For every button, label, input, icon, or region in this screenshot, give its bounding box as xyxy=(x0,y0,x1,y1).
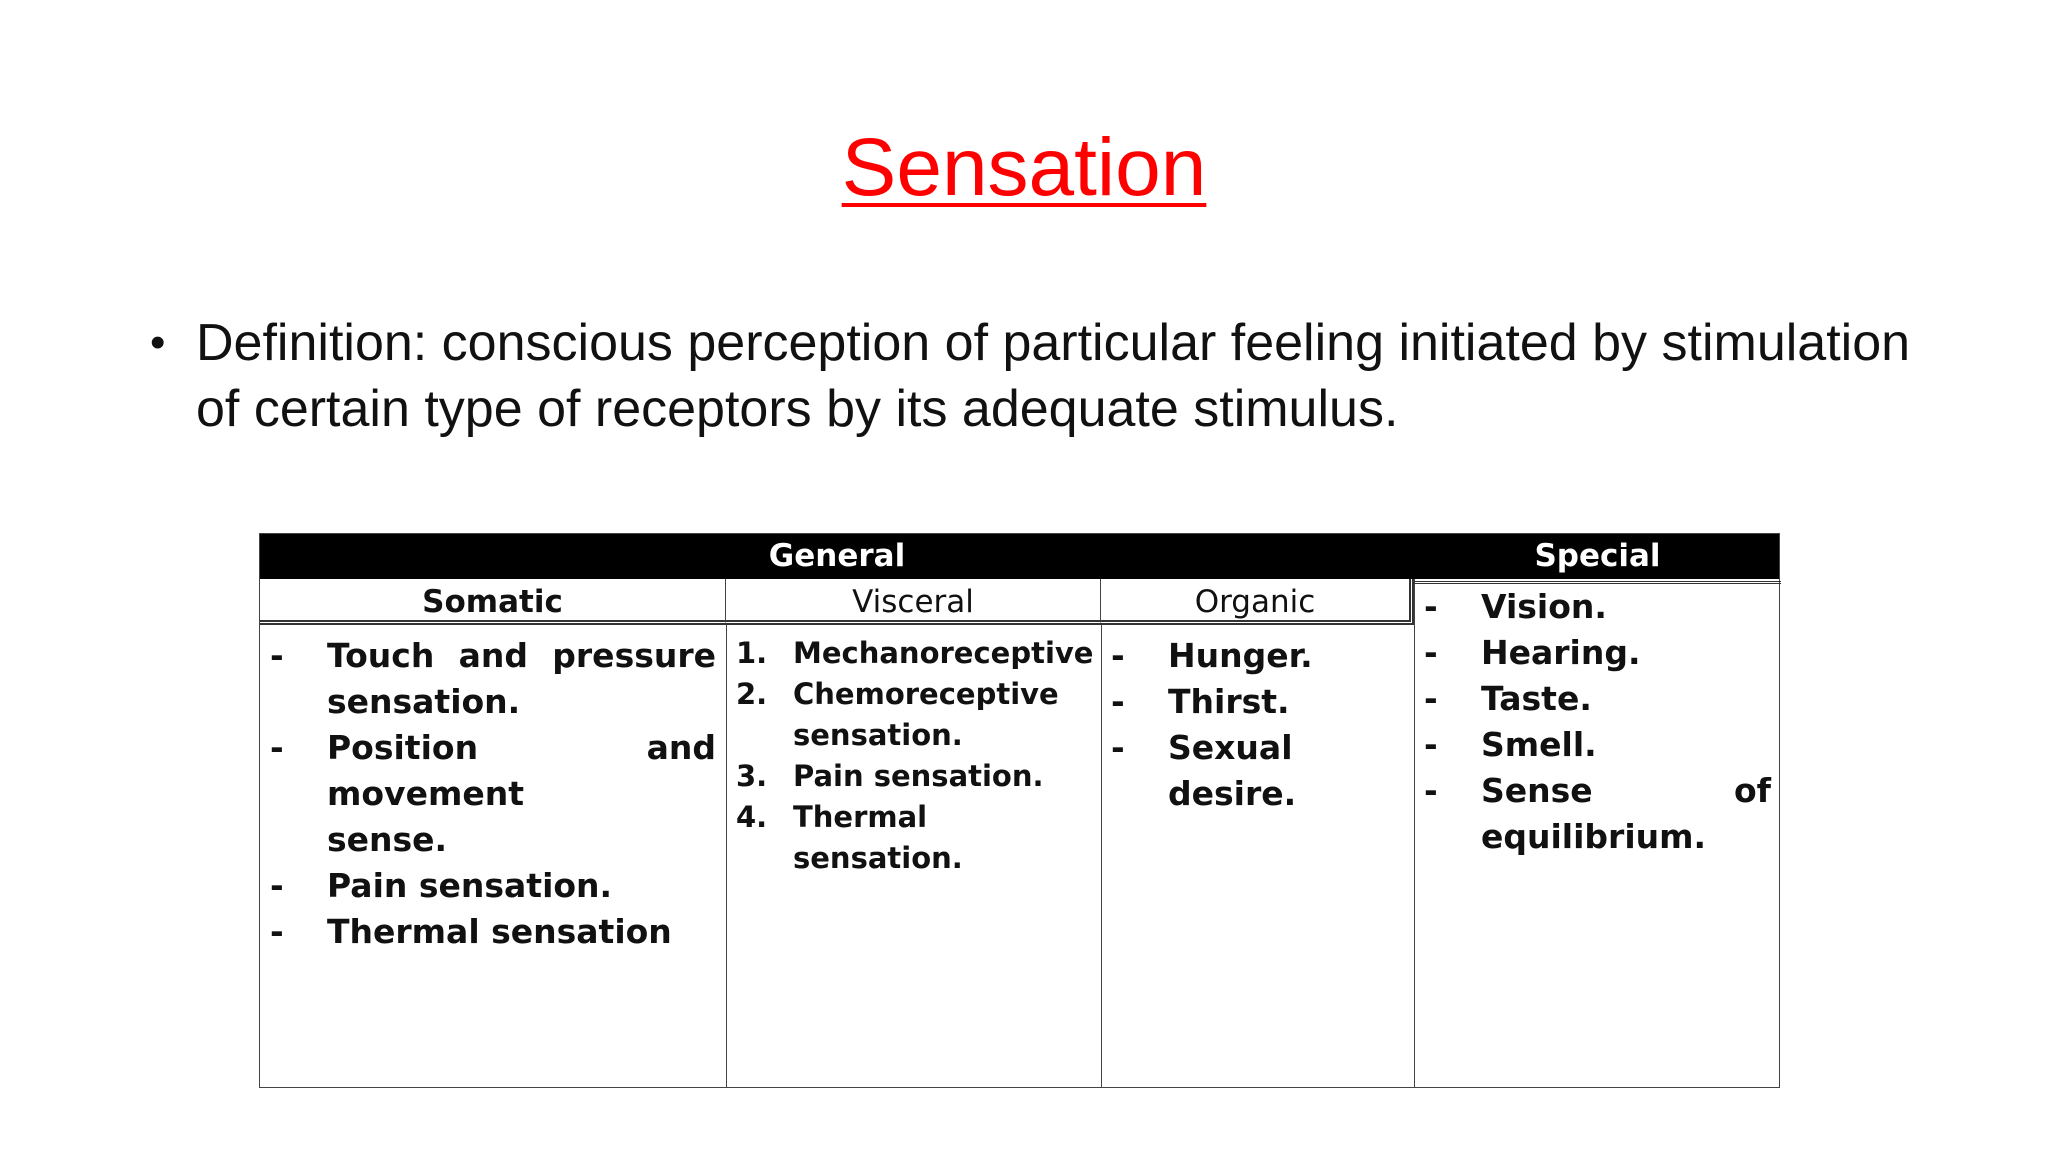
list-item-text: Taste. xyxy=(1481,679,1592,718)
subheader-visceral: Visceral xyxy=(726,579,1101,625)
list-marker: - xyxy=(270,866,284,905)
list-item-text: Hunger. xyxy=(1168,636,1313,675)
list-number: 3. xyxy=(736,759,768,793)
list-item-text: sense. xyxy=(327,820,448,859)
list-item-text: Vision. xyxy=(1481,587,1607,626)
list-item xyxy=(736,674,1093,756)
list-marker: - xyxy=(1111,728,1125,767)
list-item-text: Mechanoreceptive xyxy=(793,636,1094,670)
list-item-text: Sense of xyxy=(1481,771,1771,810)
list-item xyxy=(270,633,716,725)
list-item-text: equilibrium. xyxy=(1481,817,1707,856)
list-item xyxy=(1111,679,1404,725)
somatic-column xyxy=(260,633,726,955)
list-item xyxy=(736,756,1093,797)
list-item-text: Smell. xyxy=(1481,725,1597,764)
list-marker: - xyxy=(1111,636,1125,675)
list-item-text: Thermal sensation. xyxy=(793,800,963,875)
subheader-somatic: Somatic xyxy=(260,579,726,625)
list-item-text: Chemoreceptive xyxy=(793,677,1059,711)
list-item-text: Thermal sensation xyxy=(327,912,672,951)
list-item xyxy=(270,725,716,863)
slide-title: Sensation xyxy=(841,122,1207,213)
list-item xyxy=(270,909,716,955)
list-marker: - xyxy=(1424,633,1438,672)
list-marker: - xyxy=(270,912,284,951)
list-number: 2. xyxy=(736,677,768,711)
list-item-text: Pain sensation. xyxy=(793,759,1044,793)
list-marker: - xyxy=(270,636,284,675)
table-header-row xyxy=(260,534,1779,579)
list-item xyxy=(1424,630,1771,676)
list-item xyxy=(1424,722,1771,768)
list-item xyxy=(1424,768,1771,860)
list-item-text: Thirst. xyxy=(1168,682,1290,721)
list-marker: - xyxy=(270,728,284,767)
special-column xyxy=(1414,581,1781,860)
list-marker: - xyxy=(1424,771,1438,810)
definition-paragraph xyxy=(150,310,1930,442)
list-item xyxy=(1111,633,1404,679)
list-marker: - xyxy=(1424,587,1438,626)
list-item-text: Position and movement xyxy=(327,728,716,813)
list-item xyxy=(1111,725,1404,817)
list-item xyxy=(1424,584,1771,630)
organic-column xyxy=(1101,633,1414,817)
list-item-text: Pain sensation. xyxy=(327,866,613,905)
list-marker: - xyxy=(1424,725,1438,764)
list-item-text: sensation. xyxy=(327,682,521,721)
list-number: 4. xyxy=(736,800,768,834)
list-item-text: sensation. xyxy=(793,718,963,752)
list-item-text: Sexual desire. xyxy=(1168,728,1297,813)
list-marker: - xyxy=(1111,682,1125,721)
bullet-icon: • xyxy=(150,318,166,367)
list-item xyxy=(1424,676,1771,722)
list-item-text: Hearing. xyxy=(1481,633,1641,672)
sensation-table xyxy=(259,533,1780,1088)
visceral-column xyxy=(726,633,1101,879)
list-marker: - xyxy=(1424,679,1438,718)
subheader-organic: Organic xyxy=(1101,579,1414,625)
header-special: Special xyxy=(1534,538,1661,574)
definition-text: Definition: conscious perception of particular feeling initiated by stimulation of certain type of receptors by its adequate stimulus. xyxy=(196,314,1911,438)
list-item xyxy=(270,863,716,909)
list-item-text: Touch and pressure xyxy=(327,636,716,675)
header-general: General xyxy=(768,538,906,574)
list-item xyxy=(736,797,1093,879)
list-number: 1. xyxy=(736,636,768,670)
list-item xyxy=(736,633,1093,674)
